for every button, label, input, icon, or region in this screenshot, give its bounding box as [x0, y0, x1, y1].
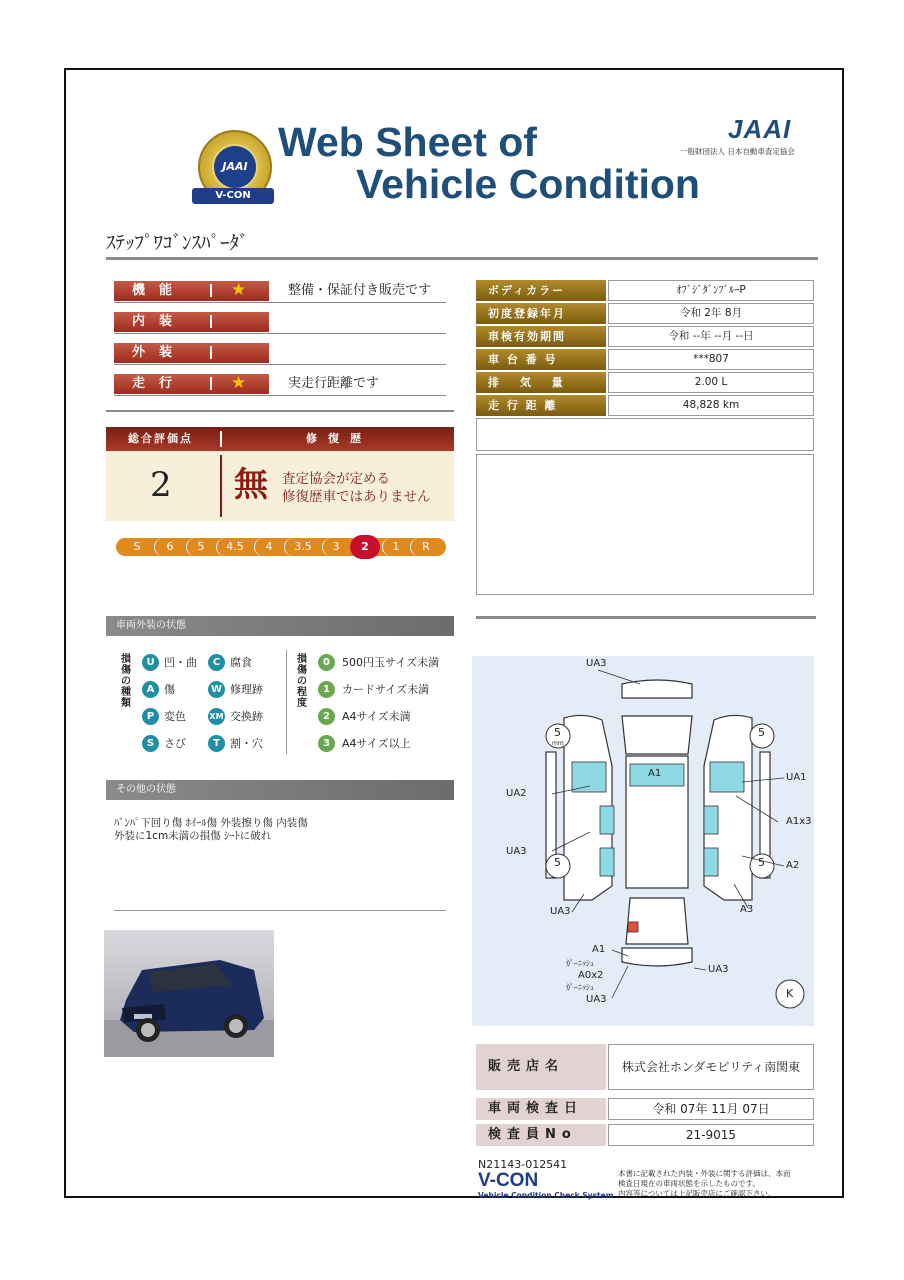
- damage-code-w-icon: W: [208, 681, 225, 698]
- spec-value-chassis: ***807: [608, 349, 814, 370]
- car-photo-icon: [104, 930, 274, 1057]
- footer-brand: V-CON: [478, 1170, 539, 1191]
- title-rule: [106, 257, 818, 260]
- shop-value-name: 株式会社ホンダモビリティ南関東: [608, 1044, 814, 1090]
- category-rule: [106, 410, 454, 412]
- damage-code-s-icon: S: [142, 735, 159, 752]
- score-panel: [106, 427, 454, 521]
- degree-name: カードサイズ未満: [342, 683, 430, 696]
- damage-name: さび: [164, 737, 186, 750]
- spec-value-color: ｵﾌﾞｼﾞﾀﾞﾝﾌﾞﾙｰP: [608, 280, 814, 301]
- diag-label-ua3-left-low: UA3: [550, 906, 571, 917]
- score-header: [106, 427, 454, 451]
- category-text: 実走行距離です: [288, 376, 380, 391]
- right-rule: [476, 616, 816, 619]
- damage-type-title: 損傷の種類: [121, 654, 131, 709]
- shop-table: [476, 1044, 816, 1154]
- spec-label-color: ボディカラー: [476, 280, 606, 301]
- shop-value-date: 令和 07年 11月 07日: [608, 1098, 814, 1120]
- diag-label-garnish2: ｶﾞｰﾆｯｼｭ: [566, 983, 594, 992]
- damage-name: 凹・曲: [164, 656, 197, 669]
- tread-unit: mm: [552, 740, 564, 747]
- damage-code-u-icon: U: [142, 654, 159, 671]
- grade-scale-item: 3.5: [284, 538, 321, 556]
- degree-name: A4サイズ以上: [342, 737, 411, 750]
- category-row-function: [114, 280, 446, 303]
- spec-label-registration: 初度登録年月: [476, 303, 606, 324]
- repair-mark: 無: [234, 465, 268, 505]
- vehicle-photo: [104, 930, 274, 1057]
- shop-value-inspector: 21-9015: [608, 1124, 814, 1146]
- tread-depth-2: 5: [758, 726, 765, 739]
- diag-label-k: K: [786, 987, 794, 1000]
- diag-label-ua1: UA1: [786, 772, 807, 783]
- category-divider: [210, 346, 212, 359]
- damage-type-legend: [142, 654, 276, 754]
- jaai-logo-icon: JAAI: [728, 114, 792, 144]
- tread-depth-1: 5: [554, 726, 561, 739]
- degree-code-3-icon: 3: [318, 735, 335, 752]
- jaai-organization: 一般財団法人 日本自動車査定協会: [680, 147, 795, 156]
- spec-label-chassis: 車 台 番 号: [476, 349, 606, 370]
- seal-ribbon: V-CON: [192, 188, 274, 204]
- grade-scale-item: 4.5: [216, 538, 253, 556]
- sheet-title-line1: Web Sheet of: [278, 119, 537, 165]
- vehicle-outline-diagram: [472, 656, 814, 1026]
- damage-name: 傷: [164, 683, 175, 696]
- star-icon: ★: [231, 280, 247, 300]
- other-line1: ﾊﾞﾝﾊﾟ下回り傷 ﾎｲｰﾙ傷 外装擦り傷 内装傷: [114, 817, 308, 829]
- degree-code-0-icon: 0: [318, 654, 335, 671]
- category-divider: [210, 284, 212, 297]
- damage-name: 変色: [164, 710, 186, 723]
- damage-code-t-icon: T: [208, 735, 225, 752]
- footer-note-line2: 検査日現在の車両状態を示したものです。: [618, 1179, 760, 1188]
- category-divider: [210, 377, 212, 390]
- category-row-exterior: [114, 342, 446, 365]
- other-line2: 外装に1cm未満の損傷 ｼｰﾄに破れ: [114, 830, 272, 842]
- seal-center: JAAI: [212, 144, 258, 190]
- grade-scale-item: R: [410, 538, 441, 556]
- footer-brand-sub: Vehicle Condition Check System: [478, 1191, 614, 1200]
- diag-label-ua3-top: UA3: [586, 658, 607, 669]
- grade-scale-item: 2: [350, 535, 380, 559]
- diag-label-ua3-left: UA3: [506, 846, 527, 857]
- grade-scale-item: 4: [254, 538, 283, 556]
- damage-name: 割・穴: [230, 737, 263, 750]
- footer-code: N21143-012541: [478, 1158, 568, 1171]
- grade-scale-item: S: [133, 540, 141, 553]
- category-label: 機能: [114, 281, 269, 301]
- diag-label-a1-rear: A1: [592, 944, 606, 955]
- category-label: 走行: [114, 374, 269, 394]
- sheet-title-line2: Vehicle Condition: [356, 161, 700, 207]
- spec-value-mileage: 48,828 km: [608, 395, 814, 416]
- diag-label-ua3-rear: UA3: [708, 964, 729, 975]
- shop-label-name: 販売店名: [476, 1044, 606, 1090]
- diag-label-a1x3: A1x3: [786, 816, 812, 827]
- damage-code-c-icon: C: [208, 654, 225, 671]
- exterior-section-tab: 車両外装の状態: [106, 616, 454, 636]
- category-row-driving: [114, 373, 446, 396]
- other-section-tab: その他の状態: [106, 780, 454, 800]
- damage-code-a-icon: A: [142, 681, 159, 698]
- footer-note-line1: 本書に記載された内装・外装に関する評価は、本而: [618, 1169, 791, 1178]
- repair-line2: 修復歴車ではありません: [282, 489, 431, 505]
- legend-divider: [286, 650, 287, 754]
- shop-label-inspector: 検査員No: [476, 1124, 606, 1146]
- spec-note-box: [476, 418, 814, 451]
- damage-code-p-icon: P: [142, 708, 159, 725]
- spec-table: [476, 280, 816, 416]
- score-value: 2: [150, 465, 172, 505]
- degree-code-1-icon: 1: [318, 681, 335, 698]
- score-body: [106, 451, 454, 521]
- vehicle-condition-sheet: [64, 68, 844, 1198]
- degree-name: A4サイズ未満: [342, 710, 411, 723]
- shop-label-date: 車両検査日: [476, 1098, 606, 1120]
- vehicle-name: ｽﾃｯﾌﾟﾜｺﾞﾝｽﾊﾟｰﾀﾞ: [106, 232, 249, 254]
- spec-value-registration: 令和 2年 8月: [608, 303, 814, 324]
- category-row-interior: [114, 311, 446, 334]
- diag-label-a3: A3: [740, 904, 754, 915]
- spec-comment-box: [476, 454, 814, 595]
- footer-note-line3: 内容等については上記販売店にご確認下さい。: [618, 1189, 776, 1198]
- category-text: 整備・保証付き販売です: [288, 283, 432, 298]
- damage-diagram: [472, 656, 814, 1026]
- diag-label-a1-roof: A1: [648, 768, 662, 779]
- star-icon: ★: [231, 373, 247, 393]
- score-head-right: 修 復 歴: [306, 432, 361, 445]
- category-label: 外装: [114, 343, 269, 363]
- score-head-divider: [220, 431, 222, 447]
- grade-scale-item: 3: [322, 538, 349, 556]
- diag-label-ua2: UA2: [506, 788, 527, 799]
- tread-depth-4: 5: [758, 856, 765, 869]
- spec-value-inspection: 令和 --年 --月 --日: [608, 326, 814, 347]
- category-divider: [210, 315, 212, 328]
- tread-depth-3: 5: [554, 856, 561, 869]
- degree-name: 500円玉サイズ未満: [342, 656, 440, 669]
- degree-legend: [318, 654, 458, 754]
- other-rule: [114, 910, 446, 911]
- spec-label-mileage: 走 行 距 離: [476, 395, 606, 416]
- degree-title: 損傷の程度: [297, 654, 307, 709]
- damage-name: 交換跡: [230, 710, 263, 723]
- damage-name: 腐食: [230, 656, 252, 669]
- score-head-left: 総合評価点: [128, 432, 193, 445]
- diag-label-ua3-bottom: UA3: [586, 994, 607, 1005]
- damage-code-xm-icon: XM: [208, 708, 225, 725]
- diag-label-a0x2: A0x2: [578, 970, 604, 981]
- repair-line1: 査定協会が定める: [282, 471, 390, 487]
- spec-label-displacement: 排 気 量: [476, 372, 606, 393]
- category-label: 内装: [114, 312, 269, 332]
- spec-label-inspection: 車検有効期間: [476, 326, 606, 347]
- damage-name: 修理跡: [230, 683, 263, 696]
- degree-code-2-icon: 2: [318, 708, 335, 725]
- grade-scale-item: 5: [186, 538, 215, 556]
- grade-scale-item: 6: [154, 538, 185, 556]
- grade-scale-item: 1: [382, 538, 409, 556]
- diag-label-a2: A2: [786, 860, 800, 871]
- grade-scale: [116, 538, 446, 556]
- score-divider: [220, 455, 222, 517]
- diag-label-garnish1: ｶﾞｰﾆｯｼｭ: [566, 959, 594, 968]
- spec-value-displacement: 2.00 L: [608, 372, 814, 393]
